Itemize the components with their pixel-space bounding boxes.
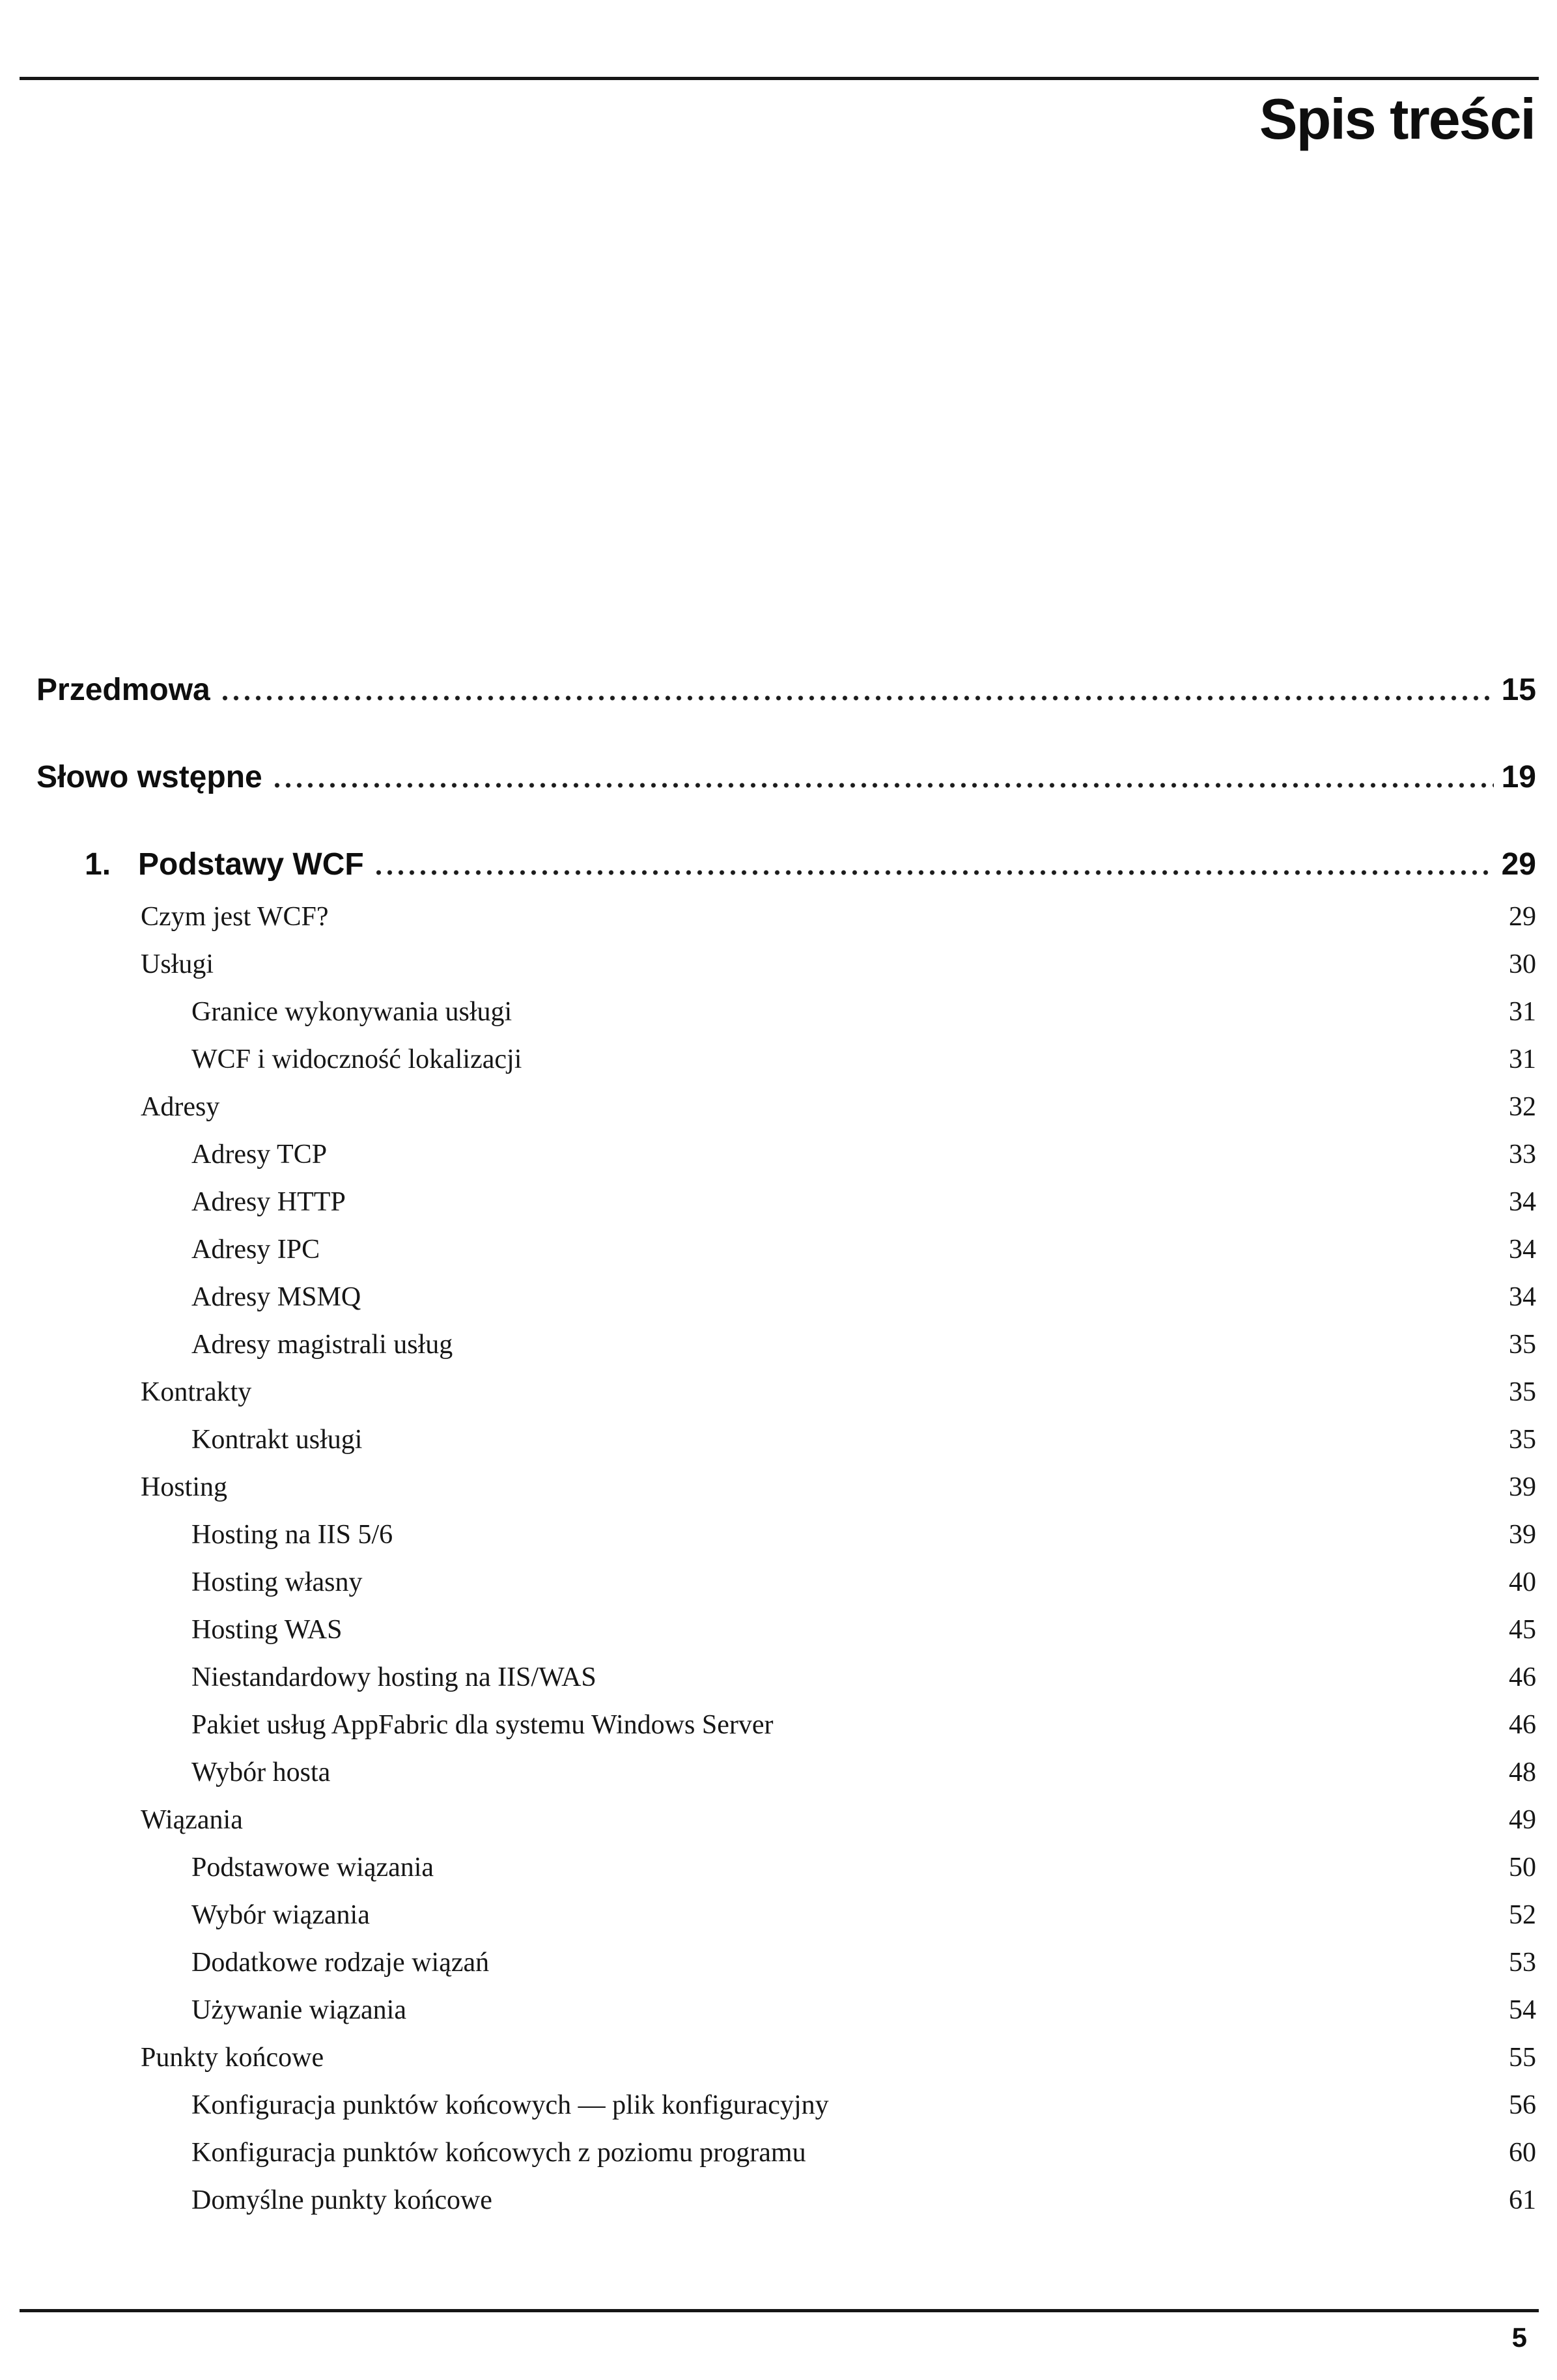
toc-entry-label: Usługi [141,949,214,979]
toc-front-row [36,759,1536,796]
toc-front-page: 19 [1501,760,1536,794]
toc-entry-label: Czym jest WCF? [141,902,329,932]
toc-entry-page: 56 [1509,2090,1536,2120]
toc-entry-page: 39 [1509,1520,1536,1550]
toc-entry [36,1749,1536,1797]
toc-entry-page: 45 [1509,1615,1536,1645]
toc-entry [36,1987,1536,2034]
toc-entry-label: Hosting własny [191,1567,363,1597]
toc-entry [36,2082,1536,2129]
toc-entry [36,1701,1536,1749]
toc-entry [36,1131,1536,1179]
toc-entry [36,1844,1536,1892]
toc-front-label: Przedmowa [36,673,210,707]
toc-front-label: Słowo wstępne [36,760,262,794]
toc-entry [36,1416,1536,1464]
toc-entry-label: Hosting na IIS 5/6 [191,1520,393,1550]
toc-entry-label: Domyślne punkty końcowe [191,2185,492,2215]
toc-entry-label: Dodatkowe rodzaje wiązań [191,1948,490,1978]
toc-entry-label: Hosting WAS [191,1615,343,1645]
toc-entry-page: 46 [1509,1662,1536,1692]
toc-entry-label: Adresy MSMQ [191,1282,361,1312]
toc-front-page: 15 [1501,673,1536,707]
toc-entry-page: 49 [1509,1805,1536,1835]
dot-leader [272,759,1494,790]
toc-entry [36,988,1536,1036]
toc-entry [36,1892,1536,1939]
toc-entry [36,1559,1536,1606]
toc-front-row [36,672,1536,708]
toc-entry-label: Wybór hosta [191,1757,331,1787]
toc-entry [36,1939,1536,1987]
toc-entry-label: Używanie wiązania [191,1995,406,2025]
toc-entry-label: Hosting [141,1472,228,1502]
toc-entry [36,941,1536,988]
toc-entry-label: Adresy IPC [191,1235,320,1265]
toc-entry [36,1797,1536,1844]
toc-entry-page: 34 [1509,1235,1536,1265]
toc-entry-page: 39 [1509,1472,1536,1502]
toc-entry-page: 35 [1509,1330,1536,1360]
toc-entry-label: Granice wykonywania usługi [191,997,512,1027]
toc-entry-page: 61 [1509,2185,1536,2215]
toc-entry [36,1036,1536,1084]
toc-chapter-row [36,847,1536,883]
toc-entry-label: Podstawowe wiązania [191,1853,434,1883]
toc-entry [36,1084,1536,1131]
toc-entry-label: Kontrakty [141,1377,252,1407]
toc-entry-page: 55 [1509,2043,1536,2073]
toc-entry-label: Adresy magistrali usług [191,1330,453,1360]
page-number: 5 [1511,2322,1527,2353]
toc-entry-page: 50 [1509,1853,1536,1883]
toc-entry [36,1464,1536,1511]
toc-entry-page: 31 [1509,1044,1536,1074]
toc-entry-page: 40 [1509,1567,1536,1597]
toc-entry-page: 46 [1509,1710,1536,1740]
top-rule [20,77,1539,80]
toc-entry-label: Adresy [141,1092,220,1122]
toc-entry [36,893,1536,941]
toc-entry-page: 31 [1509,997,1536,1027]
bottom-rule [20,2309,1539,2312]
toc-entry-label: Adresy HTTP [191,1187,346,1217]
toc-entry [36,2034,1536,2082]
toc-entry [36,1606,1536,1654]
toc-entry-label: Wiązania [141,1805,243,1835]
toc-entry-page: 52 [1509,1900,1536,1930]
toc-entry-label: Konfiguracja punktów końcowych z poziomu programu [191,2138,806,2168]
toc-entry-page: 53 [1509,1948,1536,1978]
chapter-page: 29 [1501,847,1536,882]
toc-entry [36,1321,1536,1369]
page-title: Spis treści [1259,87,1535,151]
toc-entry [36,1369,1536,1416]
toc-entry-page: 54 [1509,1995,1536,2025]
toc-entry-page: 29 [1509,902,1536,932]
toc-entry [36,2129,1536,2177]
toc-entry-page: 34 [1509,1282,1536,1312]
toc-entry-page: 30 [1509,949,1536,979]
toc-entry-label: WCF i widoczność lokalizacji [191,1044,522,1074]
dot-leader [219,672,1494,703]
toc-entries-list [36,893,1536,2224]
chapter-number: 1. [85,847,111,882]
toc-entry-label: Punkty końcowe [141,2043,324,2073]
toc-entry-page: 32 [1509,1092,1536,1122]
toc-entry-page: 35 [1509,1425,1536,1455]
toc-entry-label: Pakiet usług AppFabric dla systemu Windows Server [191,1710,774,1740]
toc-entry [36,1274,1536,1321]
toc-entry-page: 48 [1509,1757,1536,1787]
toc-entry-label: Wybór wiązania [191,1900,370,1930]
toc-entry-page: 33 [1509,1140,1536,1169]
toc-entry-page: 35 [1509,1377,1536,1407]
dot-leader [373,847,1494,877]
toc-entry-label: Adresy TCP [191,1140,328,1169]
toc-entry [36,1179,1536,1226]
toc-entry-page: 60 [1509,2138,1536,2168]
toc-entry [36,2177,1536,2224]
toc-entry-label: Kontrakt usługi [191,1425,363,1455]
toc-entry [36,1226,1536,1274]
toc-entry [36,1654,1536,1701]
chapter-title: Podstawy WCF [138,847,364,882]
toc-entry-label: Niestandardowy hosting na IIS/WAS [191,1662,596,1692]
toc-entry-page: 34 [1509,1187,1536,1217]
table-of-contents [36,672,1536,2224]
toc-entry [36,1511,1536,1559]
toc-entry-label: Konfiguracja punktów końcowych — plik konfiguracyjny [191,2090,829,2120]
